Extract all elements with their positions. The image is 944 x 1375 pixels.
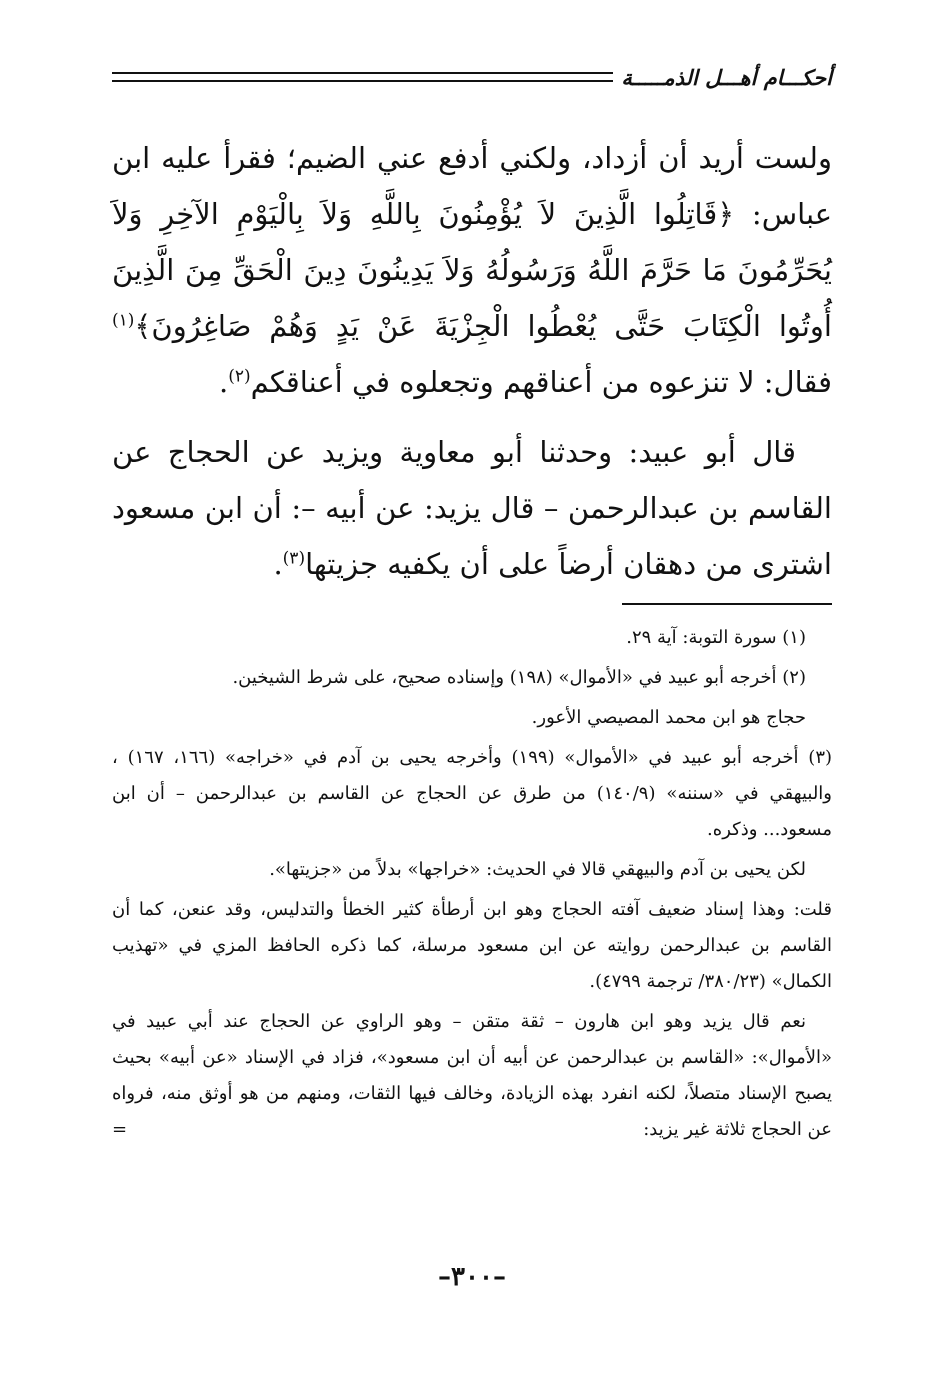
paragraph-1 (112, 130, 832, 410)
footnote-3-continuation-3 (112, 1004, 832, 1148)
main-text (112, 130, 832, 606)
quran-verse: ﴿قَاتِلُوا الَّذِينَ لاَ يُؤْمِنُونَ بِاللَّهِ وَلاَ بِالْيَوْمِ الآخِرِ وَلاَ يُحَرِّمُونَ مَا حَرَّمَ اللَّهُ وَرَسُولُهُ وَلاَ يَدِينُونَ دِينَ الْحَقِّ مِنَ الَّذِينَ أُوتُوا الْكِتَابَ حَتَّى يُعْطُوا الْجِزْيَةَ عَنْ يَدٍ وَهُمْ صَاغِرُونَ﴾ (112, 197, 832, 343)
header-double-rule (112, 72, 613, 82)
running-header (112, 62, 832, 92)
footnote-3-continuation-1: لكن يحيى بن آدم والبيهقي قالا في الحديث: «خراجها» بدلاً من «جزيتها». (269, 859, 806, 880)
footnote-ref-3[interactable]: (٣) (282, 548, 306, 569)
paragraph-2-text: قال أبو عبيد: وحدثنا أبو معاوية ويزيد عن الحجاج عن القاسم بن عبدالرحمن – قال يزيد: عن أبيه –: أن ابن مسعود اشترى من دهقان أرضاً على أن يكفيه جزيتها (112, 435, 832, 581)
footnote-3-continuation-2: قلت: وهذا إسناد ضعيف آفته الحجاج وهو ابن أرطأة كثير الخطأ والتدليس، وقد عنعن، كما أن القاسم بن عبدالرحمن روايته عن ابن مسعود مرسلة، كما ذكره الحافظ المزي في «تهذيب الكمال» (٣٨٠/٢٣/ ترجمة ٤٧٩٩). (112, 899, 832, 992)
paragraph-1-end: . (218, 365, 229, 399)
paragraph-1-continuation: فقال: لا تنزعوه من أعناقهم وتجعلوه في أعناقكم (250, 365, 832, 399)
footnote-ref-2[interactable]: (٢) (228, 366, 251, 387)
footnote-2: (٢) أخرجه أبو عبيد في «الأموال» (١٩٨) وإسناده صحيح، على شرط الشيخين. (232, 667, 806, 688)
page-number: –٣٠٠– (438, 1262, 506, 1292)
continues-mark: = (112, 1119, 128, 1140)
footnote-separator (622, 603, 832, 605)
footnote-3: (٣) أخرجه أبو عبيد في «الأموال» (١٩٩) وأخرجه يحيى بن آدم في «خراجه» (١٦٦، ١٦٧) ، والبيهقي في «سننه» (١٤٠/٩) من طرق عن الحجاج عن القاسم بن عبدالرحمن – أن ابن مسعود... وذكره. (112, 747, 833, 840)
footnote-ref-1[interactable]: (١) (112, 310, 135, 331)
book-title: أحكـــام أهـــل الذمـــــة (621, 64, 832, 90)
paragraph-2-end: . (273, 547, 283, 581)
footnote-1: (١) سورة التوبة: آية ٢٩. (626, 627, 806, 648)
paragraph-1-text: ولست أريد أن أزداد، ولكني أدفع عني الضيم؛ فقرأ عليه ابن عباس: (112, 141, 832, 231)
paragraph-2 (112, 424, 832, 592)
footnote-2-continuation: حجاج هو ابن محمد المصيصي الأعور. (531, 707, 806, 728)
footnotes (112, 620, 832, 1152)
footnote-3-continuation-3-text: نعم قال يزيد وهو ابن هارون – ثقة متقن – وهو الراوي عن الحجاج عند أبي عبيد في «الأموال»: «القاسم بن عبدالرحمن عن أبيه أن ابن مسعود»، فزاد في الإسناد «عن أبيه» بحيث يصبح الإسناد متصلاً، لكنه انفرد بهذه الزيادة، وخالف فيها الثقات، ومنهم من هو أوثق منه، فرواه عن الحجاج ثلاثة غير يزيد: (112, 1011, 832, 1140)
